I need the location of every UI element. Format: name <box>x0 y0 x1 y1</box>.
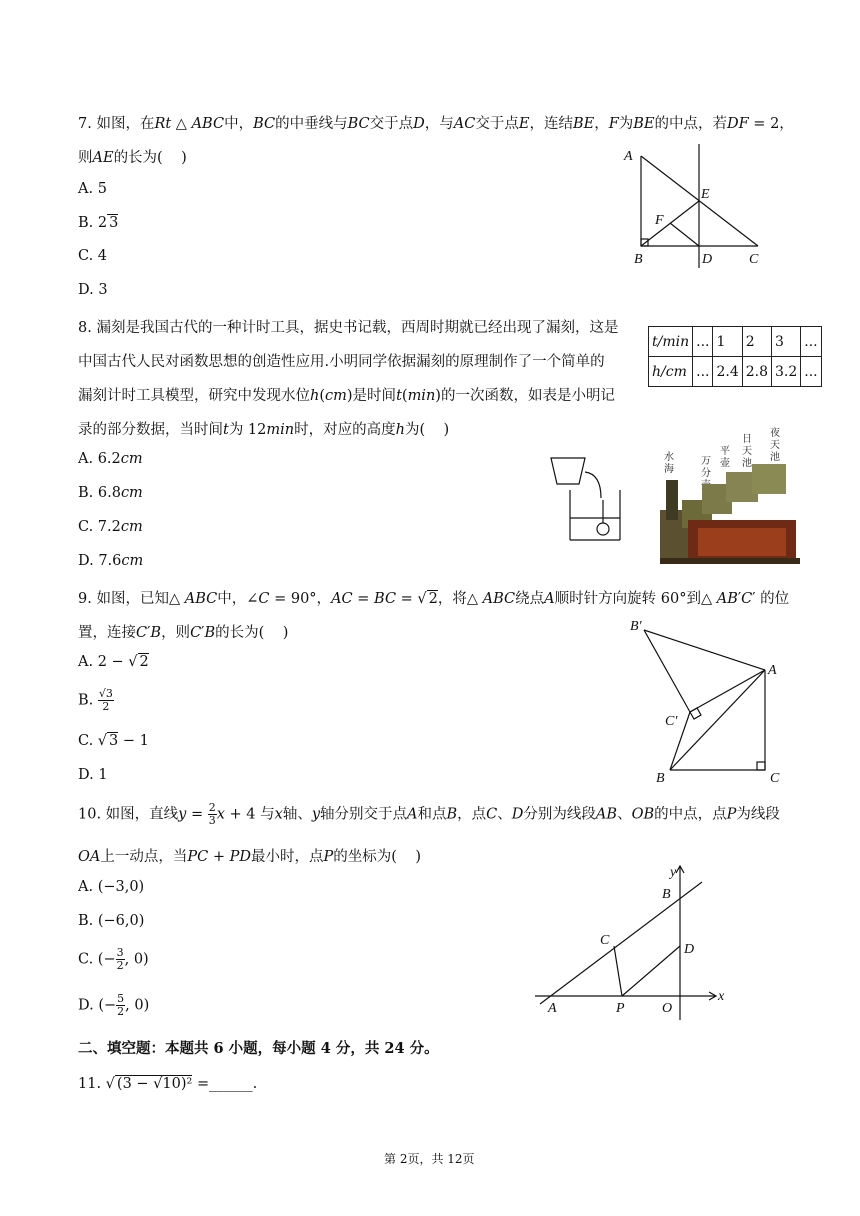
q8-stem-line1: 8. 漏刻是我国古代的一种计时工具，据史书记载，西周时期就已经出现了漏刻，这是 <box>78 320 619 336</box>
table-cell: ... <box>801 357 821 387</box>
table-cell: 2.4 <box>713 357 742 387</box>
q9-label-cprime: C′ <box>665 714 678 729</box>
q9-label-a: A <box>768 663 777 678</box>
svg-text:池: 池 <box>770 452 780 463</box>
q8-data-table <box>648 326 822 387</box>
q8-option-d: D. 7.6cm <box>78 553 144 569</box>
table-cell: 1 <box>713 327 742 357</box>
q8-clepsydra-diagram <box>545 452 627 544</box>
q10-label-b: B <box>662 887 671 902</box>
q9-option-b: B. $\frac{√3}{2}$ <box>78 687 113 713</box>
q10-coordinate-figure <box>530 862 730 1020</box>
svg-text:海: 海 <box>664 464 674 475</box>
q10-label-y: y <box>670 865 677 880</box>
table-cell: 2.8 <box>742 357 771 387</box>
q9-stem-line1: 9. 如图，已知△ ABC中，∠C = 90°，AC = BC = √ 2，将△ ABC绕点A顺时针方向旋转 60°到△ AB′C′ 的位 <box>78 591 790 607</box>
q9-label-c: C <box>770 771 780 786</box>
q8-stem-line2: 中国古代人民对函数思想的创造性应用.小明同学依据漏刻的原理制作了一个简单的 <box>78 354 605 370</box>
table-cell: t/min <box>649 327 693 357</box>
q10-label-x: x <box>718 989 725 1004</box>
q8-option-a: A. 6.2cm <box>78 451 143 467</box>
q9-option-c: C. √ 3 − 1 <box>78 733 149 749</box>
svg-text:天: 天 <box>770 440 780 451</box>
table-cell: 3.2 <box>772 357 801 387</box>
q10-label-p: P <box>616 1001 625 1016</box>
table-cell: ... <box>693 357 713 387</box>
q9-option-d: D. 1 <box>78 767 108 783</box>
q7-triangle-figure <box>618 140 788 275</box>
q7-label-c: C <box>749 252 759 267</box>
q7-stem-line2: 则AE的长为( ) <box>78 150 187 166</box>
q10-label-a: A <box>548 1001 557 1016</box>
svg-text:分: 分 <box>701 468 711 479</box>
table-cell: 2 <box>742 327 771 357</box>
svg-text:池: 池 <box>742 458 752 469</box>
q10-label-o: O <box>662 1001 673 1016</box>
table-cell: 3 <box>772 327 801 357</box>
q8-option-c: C. 7.2cm <box>78 519 143 535</box>
q8-label-yetianchi: 夜 <box>770 428 780 439</box>
q10-label-d: D <box>684 942 695 957</box>
q7-option-d: D. 3 <box>78 282 108 298</box>
q8-label-shuihai: 水 <box>664 452 674 463</box>
table-row <box>649 327 822 357</box>
page-footer: 第 2页，共 12页 <box>384 1152 475 1166</box>
q8-ancient-clock-picture <box>652 420 802 568</box>
q10-stem-line1: 10. 如图，直线y = $\frac{2}{3}$ x + 4 与x轴、y轴分别交于点A和点B，点C、D分别为线段AB、OB的中点，点P为线段 <box>78 801 780 827</box>
q9-rotation-figure <box>622 612 792 790</box>
q8-stem-line3: 漏刻计时工具模型，研究中发现水位h(cm)是时间t(min)的一次函数，如表是小明记 <box>78 388 615 404</box>
table-cell: h/cm <box>649 357 693 387</box>
svg-text:天: 天 <box>742 446 752 457</box>
q8-label-ritianchi: 日 <box>742 434 752 445</box>
q9-label-b: B <box>656 771 665 786</box>
q10-stem-line2: OA上一动点，当PC + PD最小时，点P的坐标为( ) <box>78 849 422 865</box>
table-cell: ... <box>693 327 713 357</box>
section2-heading: 二、填空题：本题共 6 小题，每小题 4 分，共 24 分。 <box>78 1040 439 1057</box>
q10-option-b: B. (−6,0) <box>78 913 145 929</box>
q8-label-wanfenhu: 万 <box>701 456 711 467</box>
table-row <box>649 357 822 387</box>
q10-label-c: C <box>600 933 610 948</box>
q10-option-d: D. (− $\frac{5}{2}$ , 0) <box>78 992 150 1018</box>
q11-stem: 11. √ (3 − √10)² =______. <box>78 1076 258 1092</box>
q7-label-a: A <box>624 149 633 164</box>
q9-option-a: A. 2 − √ 2 <box>78 654 149 670</box>
q8-option-b: B. 6.8cm <box>78 485 143 501</box>
q8-stem-line4: 录的部分数据，当时间t为 12min时，对应的高度h为( ) <box>78 422 450 438</box>
table-cell: ... <box>801 327 821 357</box>
q7-option-c: C. 4 <box>78 248 108 264</box>
q10-option-c: C. (− $\frac{3}{2}$ , 0) <box>78 946 149 972</box>
q7-label-d: D <box>702 252 713 267</box>
q7-label-f: F <box>655 213 664 228</box>
q9-label-bprime: B′ <box>630 619 642 634</box>
q10-option-a: A. (−3,0) <box>78 879 145 895</box>
svg-text:壶: 壶 <box>720 458 730 469</box>
q7-label-b: B <box>634 252 643 267</box>
q8-label-pinghu: 平 <box>720 446 730 457</box>
q7-stem-line1: 7. 如图，在Rt △ ABC中，BC的中垂线与BC交于点D，与AC交于点E，连结BE，F为BE的中点，若DF = 2， <box>78 116 794 132</box>
q7-option-a: A. 5 <box>78 181 107 197</box>
q9-stem-line2: 置，连接C′B，则C′B的长为( ) <box>78 625 289 641</box>
q7-label-e: E <box>701 187 710 202</box>
q7-option-b: B. 2 3 <box>78 215 119 231</box>
